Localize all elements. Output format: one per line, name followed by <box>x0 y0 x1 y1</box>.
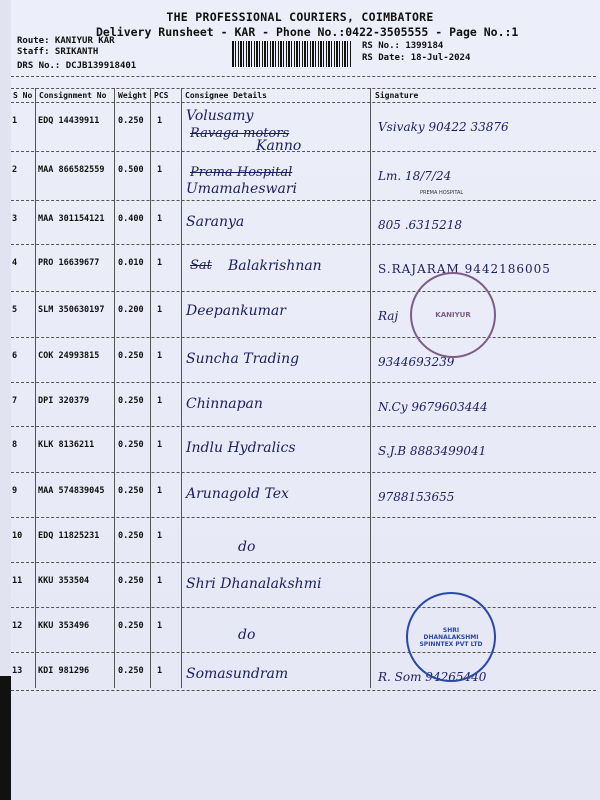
round-stamp <box>410 272 496 358</box>
table-top-rule <box>11 76 596 77</box>
col-divider <box>181 88 182 688</box>
cell-consignee: Indlu Hydralics <box>186 440 296 456</box>
cell-consignee: Chinnapan <box>186 396 263 412</box>
cell-pcs: 1 <box>157 531 163 541</box>
cell-weight: 0.250 <box>118 576 144 586</box>
cell-consignment-no: KDI 981296 <box>38 666 90 676</box>
cell-sno: 9 <box>12 486 18 496</box>
cell-signature: S.RAJARAM 9442186005 <box>378 262 551 276</box>
cell-consignment-no: SLM 350630197 <box>38 305 105 315</box>
row-rule <box>11 517 596 518</box>
cell-consignee: Balakrishnan <box>228 258 322 274</box>
col-header-consignee: Consignee Details <box>185 91 267 100</box>
cell-signature: Lm. 18/7/24 <box>378 169 452 183</box>
cell-sno: 12 <box>12 621 23 631</box>
struck-consignee: Sat <box>190 258 212 273</box>
col-header-consignment: Consignment No <box>39 91 107 100</box>
cell-consignee: Saranya <box>186 214 245 230</box>
cell-consignee: Volusamy <box>186 108 254 124</box>
row-rule <box>11 562 596 563</box>
col-divider <box>150 88 151 688</box>
staff-label: Staff: SRIKANTH <box>17 47 99 57</box>
cell-signature: Vsivaky 90422 33876 <box>378 120 509 134</box>
cell-consignee: Umamaheswari <box>186 181 298 197</box>
hospital-stamp-text: PREMA HOSPITAL <box>420 190 464 196</box>
struck-consignee: Prema Hospital <box>190 165 293 180</box>
cell-pcs: 1 <box>157 165 163 175</box>
cell-consignee: Suncha Trading <box>186 351 300 367</box>
cell-sno: 10 <box>12 531 23 541</box>
cell-sno: 7 <box>12 396 18 406</box>
row-rule <box>11 151 596 152</box>
spinntex-stamp <box>406 592 496 682</box>
cell-pcs: 1 <box>157 305 163 315</box>
cell-consignee: Somasundram <box>186 666 289 682</box>
cell-signature: N.Cy 9679603444 <box>378 400 488 414</box>
cell-consignment-no: KKU 353504 <box>38 576 90 586</box>
cell-consignment-no: EDQ 14439911 <box>38 116 100 126</box>
col-divider <box>35 88 36 688</box>
cell-consignment-no: KLK 8136211 <box>38 440 95 450</box>
cell-consignment-no: EDQ 11825231 <box>38 531 100 541</box>
cell-pcs: 1 <box>157 116 163 126</box>
cell-signature: Raj <box>378 309 399 323</box>
cell-pcs: 1 <box>157 666 163 676</box>
row-rule <box>11 472 596 473</box>
rs-number: RS No.: 1399184 <box>362 41 444 51</box>
cell-signature: 9788153655 <box>378 490 455 504</box>
cell-weight: 0.200 <box>118 305 144 315</box>
col-divider <box>114 88 115 688</box>
struck-consignee: Ravaga motors <box>190 126 290 141</box>
cell-pcs: 1 <box>157 486 163 496</box>
rs-date: RS Date: 18-Jul-2024 <box>362 53 471 63</box>
cell-pcs: 1 <box>157 576 163 586</box>
cell-consignment-no: KKU 353496 <box>38 621 90 631</box>
row-rule <box>11 337 596 338</box>
cell-consignment-no: DPI 320379 <box>38 396 90 406</box>
scan-black-edge <box>0 676 11 800</box>
row-rule <box>11 382 596 383</box>
runsheet-title: Delivery Runsheet - KAR - Phone No.:0422-3505555 - Page No.:1 <box>96 25 519 39</box>
barcode <box>232 41 352 67</box>
col-header-sno: S No <box>13 91 33 100</box>
cell-weight: 0.250 <box>118 116 144 126</box>
cell-pcs: 1 <box>157 440 163 450</box>
cell-pcs: 1 <box>157 214 163 224</box>
row-rule <box>11 291 596 292</box>
row-rule <box>11 244 596 245</box>
cell-pcs: 1 <box>157 396 163 406</box>
cell-sno: 6 <box>12 351 18 361</box>
cell-weight: 0.500 <box>118 165 144 175</box>
cell-consignment-no: MAA 301154121 <box>38 214 105 224</box>
cell-signature: S.J.B 8883499041 <box>378 444 487 458</box>
hospital-stamp <box>420 190 480 196</box>
row-rule <box>11 690 596 691</box>
header-bottom-rule <box>11 102 596 103</box>
cell-weight: 0.250 <box>118 351 144 361</box>
cell-consignee-line2: Kanno <box>256 138 302 154</box>
drs-number: DRS No.: DCJB139918401 <box>17 61 137 71</box>
row-rule <box>11 652 596 653</box>
cell-sno: 3 <box>12 214 18 224</box>
row-rule <box>11 426 596 427</box>
cell-signature: 9344693239 <box>378 355 455 369</box>
cell-signature: R. Som 94265440 <box>378 670 487 684</box>
route-label: Route: KANIYUR KAR <box>17 36 115 46</box>
cell-pcs: 1 <box>157 351 163 361</box>
row-rule <box>11 200 596 201</box>
cell-sno: 11 <box>12 576 23 586</box>
col-header-weight: Weight <box>118 91 147 100</box>
cell-consignee: do <box>238 627 256 643</box>
cell-consignment-no: MAA 866582559 <box>38 165 105 175</box>
cell-consignee: Shri Dhanalakshmi <box>186 576 322 592</box>
cell-consignment-no: COK 24993815 <box>38 351 100 361</box>
row-rule <box>11 607 596 608</box>
cell-pcs: 1 <box>157 258 163 268</box>
cell-sno: 13 <box>12 666 23 676</box>
cell-weight: 0.250 <box>118 486 144 496</box>
cell-consignee: do <box>238 539 256 555</box>
cell-weight: 0.250 <box>118 666 144 676</box>
cell-weight: 0.010 <box>118 258 144 268</box>
cell-consignee: Deepankumar <box>186 303 286 319</box>
cell-weight: 0.250 <box>118 621 144 631</box>
cell-sno: 4 <box>12 258 18 268</box>
cell-sno: 1 <box>12 116 18 126</box>
company-title: THE PROFESSIONAL COURIERS, COIMBATORE <box>166 10 434 24</box>
cell-consignee: Arunagold Tex <box>186 486 289 502</box>
cell-pcs: 1 <box>157 621 163 631</box>
spinntex-stamp-text: SHRI DHANALAKSHMI SPINNTEX PVT LTD <box>419 626 483 648</box>
cell-sno: 5 <box>12 305 18 315</box>
cell-signature: 805 .6315218 <box>378 218 462 232</box>
cell-weight: 0.400 <box>118 214 144 224</box>
col-header-pcs: PCS <box>154 91 169 100</box>
table-rule <box>11 88 596 89</box>
col-divider <box>370 88 371 688</box>
cell-weight: 0.250 <box>118 396 144 406</box>
cell-consignment-no: PRO 16639677 <box>38 258 100 268</box>
cell-weight: 0.250 <box>118 531 144 541</box>
cell-consignment-no: MAA 574839045 <box>38 486 105 496</box>
round-stamp-text: KANIYUR <box>435 311 471 319</box>
cell-sno: 2 <box>12 165 18 175</box>
col-header-signature: Signature <box>375 91 419 100</box>
cell-sno: 8 <box>12 440 18 450</box>
cell-weight: 0.250 <box>118 440 144 450</box>
